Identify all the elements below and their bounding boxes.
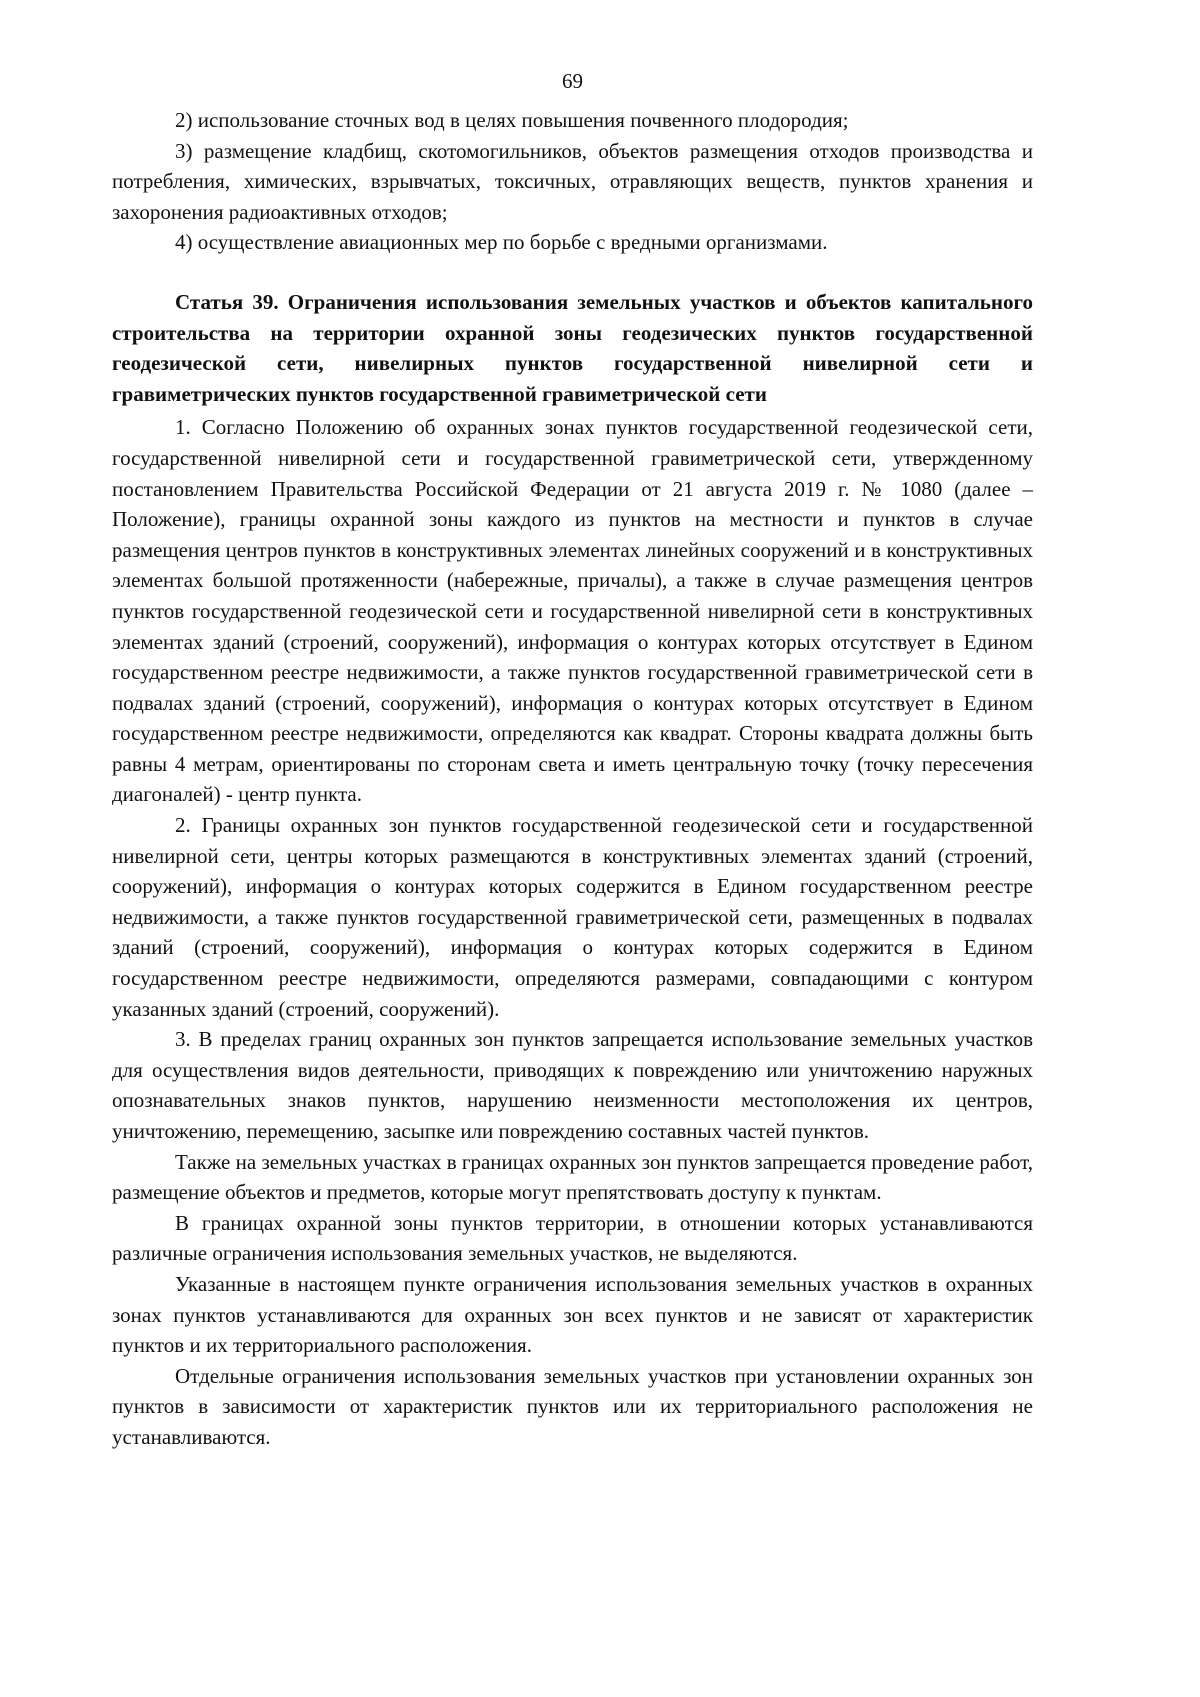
paragraph: 1. Согласно Положению об охранных зонах пунктов государственной геодезической сети, государственной нивелирной сети и государственной гравиметрической сети, утвержденному постановлением Правительства Российской Федерации от 21 августа 2019 г. № 1080 (далее – Положение), границы охранной зоны каждого из пунктов на местности и пунктов в случае размещения центров пунктов в конструктивных элементах линейных сооружений и в конструктивных элементах большой протяженности (набережные, причалы), а также в случае размещения центров пунктов государственной геодезической сети и государственной нивелирной сети в конструктивных элементах зданий (строений, сооружений), информация о контурах которых отсутствует в Едином государственном реестре недвижимости, а также пунктов государственной гравиметрической сети в подвалах зданий (строений, сооружений), информация о контурах которых отсутствует в Едином государственном реестре недвижимости, определяются как квадрат. Стороны квадрата должны быть равны 4 метрам, ориентированы по сторонам света и иметь центральную точку (точку пересечения диагоналей) - центр пункта. (112, 415, 1033, 807)
document-body (112, 105, 1033, 1453)
paragraph: В границах охранной зоны пунктов территории, в отношении которых устанавливаются различные ограничения использования земельных участков, не выделяются. (112, 1210, 1033, 1266)
paragraph: 3. В пределах границ охранных зон пунктов запрещается использование земельных участков для осуществления видов деятельности, приводящих к повреждению или уничтожению наружных опознавательных знаков пунктов, нарушению неизменности местоположения их центров, уничтожению, перемещению, засыпке или повреждению составных частей пунктов. (112, 1027, 1033, 1143)
article-title: Статья 39. Ограничения использования земельных участков и объектов капитального строительства на территории охранной зоны геодезических пунктов государственной геодезической сети, нивелирных пунктов государственной нивелирной сети и гравиметрических пунктов государственной гравиметрической сети (112, 289, 1033, 406)
list-item: 2) использование сточных вод в целях повышения почвенного плодородия; (175, 108, 849, 132)
paragraph: Также на земельных участках в границах охранных зон пунктов запрещается проведение работ, размещение объектов и предметов, которые могут препятствовать доступу к пунктам. (112, 1149, 1033, 1205)
paragraph: Отдельные ограничения использования земельных участков при установлении охранных зон пунктов в зависимости от характеристик пунктов или их территориального расположения не устанавливаются. (112, 1363, 1033, 1449)
paragraph: Указанные в настоящем пункте ограничения использования земельных участков в охранных зонах пунктов устанавливаются для охранных зон всех пунктов и не зависят от характеристик пунктов и их территориального расположения. (112, 1271, 1033, 1358)
page-number: 69 (562, 69, 583, 93)
list-item: 4) осуществление авиационных мер по борьбе с вредными организмами. (175, 230, 828, 255)
paragraph: 2. Границы охранных зон пунктов государственной геодезической сети и государственной нивелирной сети, центры которых размещаются в конструктивных элементах зданий (строений, сооружений), информация о контурах которых содержится в Едином государственном реестре недвижимости, а также пунктов государственной гравиметрической сети, размещенных в подвалах зданий (строений, сооружений), информация о контурах которых содержится в Едином государственном реестре недвижимости, определяются размерами, совпадающими с контуром указанных зданий (строений, сооружений). (112, 813, 1033, 1021)
list-item: 3) размещение кладбищ, скотомогильников, объектов размещения отходов производства и потребления, химических, взрывчатых, токсичных, отравляющих веществ, пунктов хранения и захоронения радиоактивных отходов; (112, 138, 1033, 224)
